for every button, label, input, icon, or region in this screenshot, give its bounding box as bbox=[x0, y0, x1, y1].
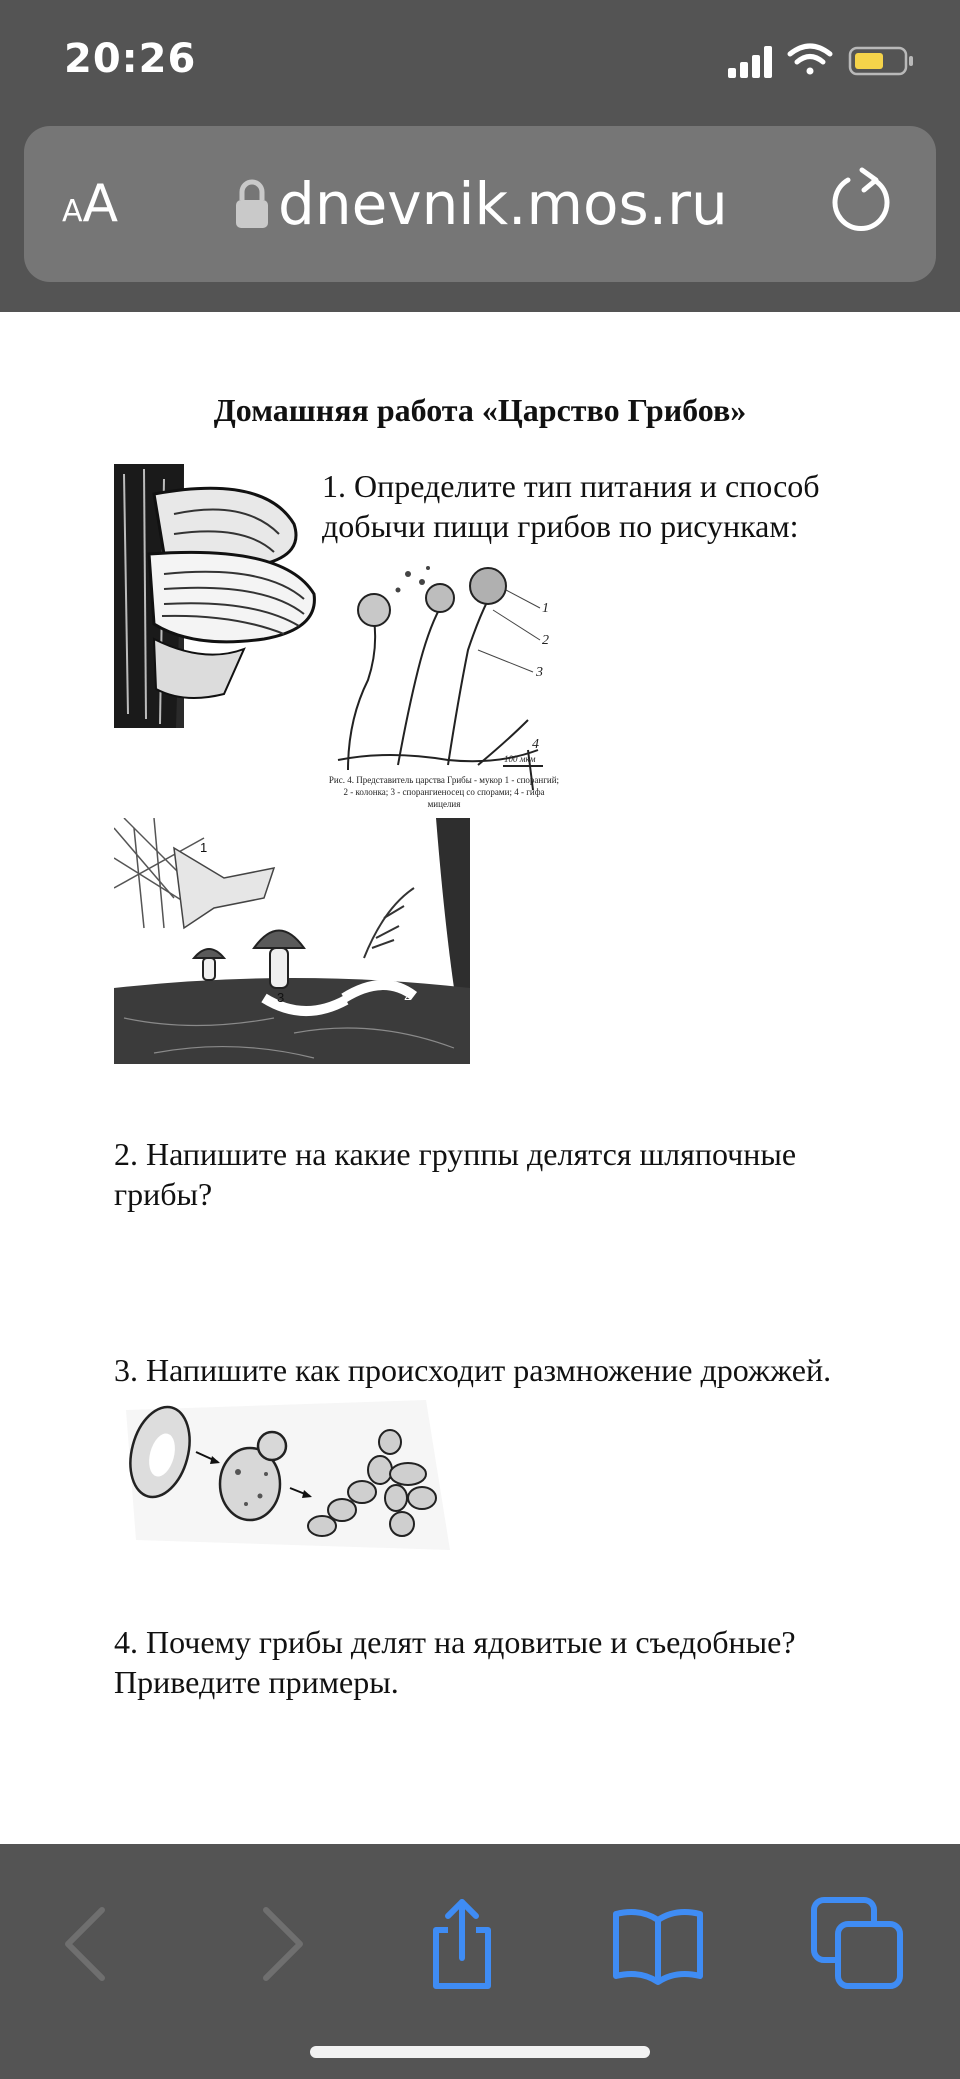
figure-label-4: 4 bbox=[532, 737, 539, 752]
tabs-icon[interactable] bbox=[810, 1896, 906, 1992]
home-indicator[interactable] bbox=[310, 2046, 650, 2058]
url-text: dnevnik.mos.ru bbox=[278, 170, 728, 238]
yeast-budding-illustration bbox=[126, 1400, 450, 1550]
signal-icon bbox=[728, 46, 772, 78]
figure3-label-2: 2 bbox=[404, 988, 412, 1003]
browser-toolbar bbox=[0, 1844, 960, 2079]
figure3-label-3: 3 bbox=[277, 990, 285, 1005]
wifi-icon bbox=[790, 46, 830, 75]
mycorrhiza-illustration bbox=[114, 818, 470, 1064]
book-icon[interactable] bbox=[610, 1896, 706, 1992]
question-1: 1. Определите тип питания и способ добычи пищи грибов по рисункам: bbox=[322, 468, 820, 544]
status-time: 20:26 bbox=[64, 36, 197, 82]
figure3-label-1: 1 bbox=[200, 840, 208, 855]
figure-label-1: 1 bbox=[542, 601, 549, 616]
question-2: 2. Напишите на какие группы делятся шляпочные грибы? bbox=[114, 1136, 797, 1212]
text-size-button[interactable]: AA bbox=[62, 174, 119, 234]
status-icons bbox=[728, 40, 918, 80]
tinder-fungus-illustration bbox=[114, 464, 324, 728]
page-title: Домашняя работа «Царство Грибов» bbox=[213, 392, 747, 428]
figure-label-3: 3 bbox=[536, 665, 543, 680]
scale-label: 100 мкм bbox=[504, 754, 536, 764]
address-bar[interactable] bbox=[24, 126, 936, 282]
lock-icon bbox=[234, 178, 270, 230]
chevron-left-icon[interactable] bbox=[38, 1896, 134, 1992]
document-page bbox=[0, 312, 960, 1844]
battery-icon bbox=[850, 48, 913, 74]
question-3: 3. Напишите как происходит размножение дрожжей. bbox=[114, 1352, 832, 1388]
mucor-illustration bbox=[328, 560, 560, 810]
question-4: 4. Почему грибы делят на ядовитые и съедобные? Приведите примеры. bbox=[114, 1624, 796, 1700]
share-icon[interactable] bbox=[414, 1896, 510, 1992]
reload-icon[interactable] bbox=[824, 166, 898, 240]
chevron-right-icon[interactable] bbox=[234, 1896, 330, 1992]
figure-label-2: 2 bbox=[542, 633, 549, 648]
browser-top-bar bbox=[0, 0, 960, 312]
figure-caption: Рис. 4. Представитель царства Грибы - мукор 1 - спорангий; 2 - колонка; 3 - спорангиеносец со спорами; 4 - гифа мицелия bbox=[328, 775, 560, 809]
url-display[interactable] bbox=[234, 164, 728, 244]
